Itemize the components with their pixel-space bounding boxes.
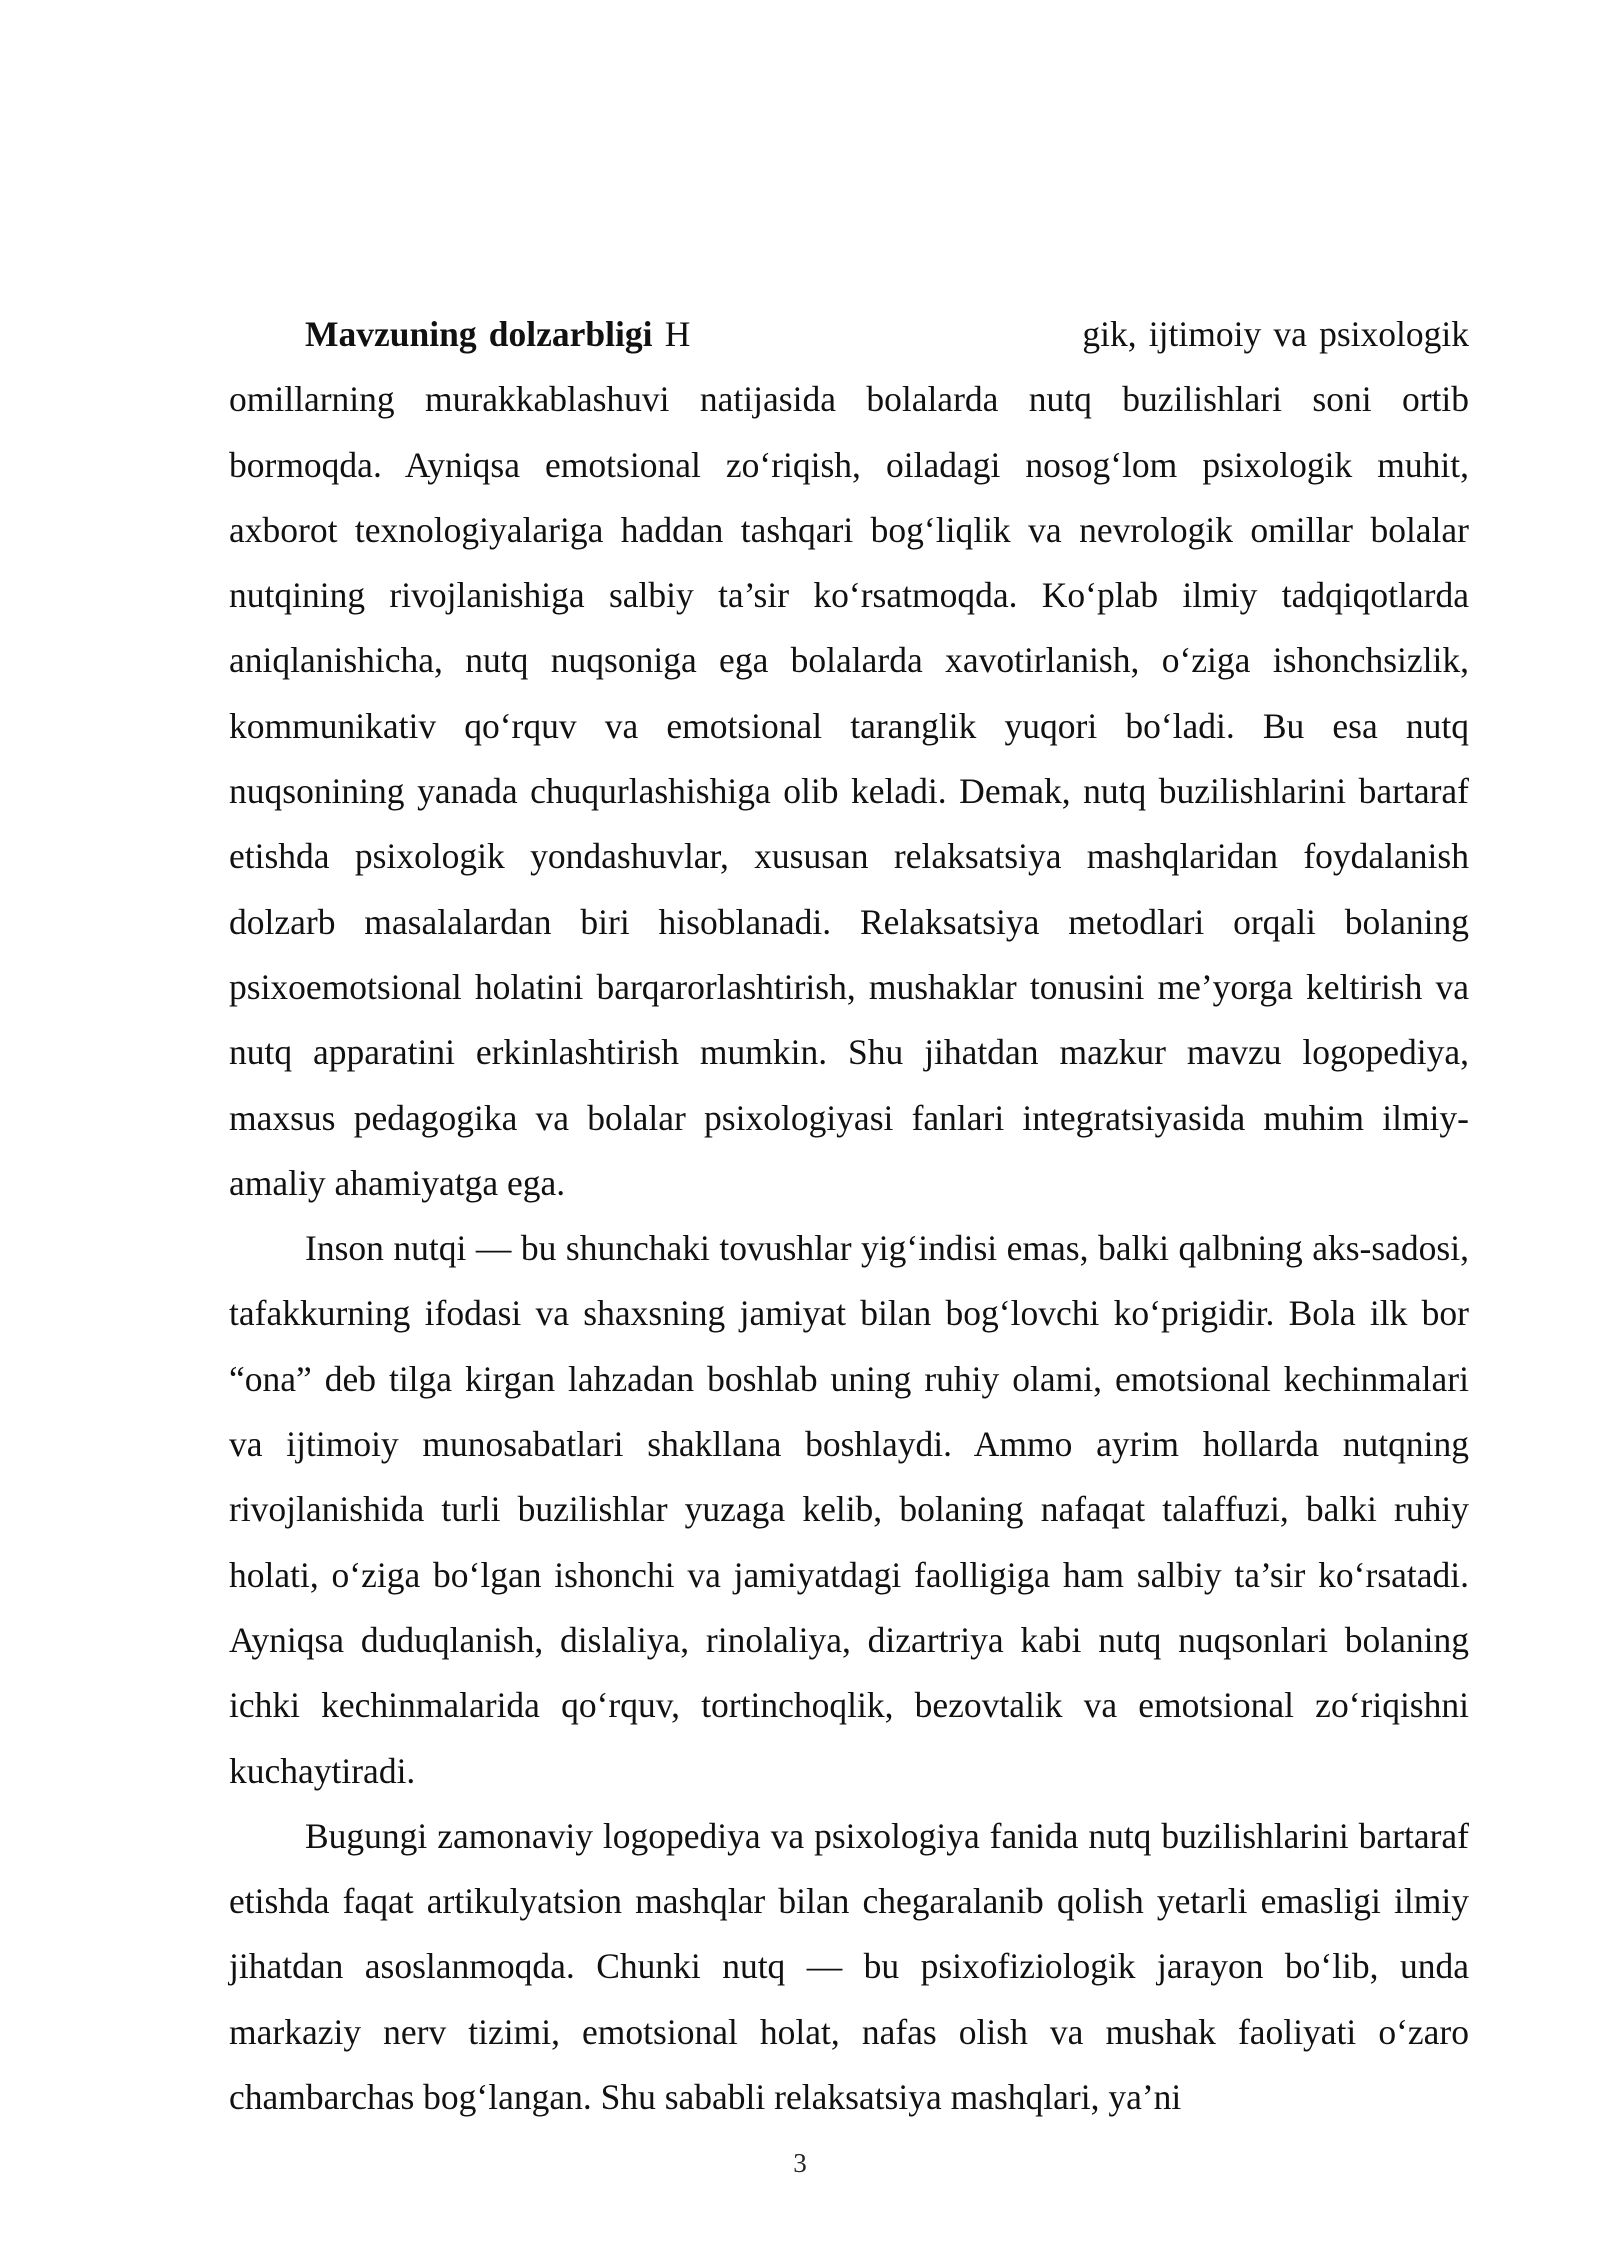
body-text <box>229 302 1469 2130</box>
paragraph-modern-logopedics: Bugungi zamonaviy logopediya va psixologiya fanida nutq buzilishlarini bartaraf etishda faqat artikulyatsion mashqlar bilan chegaralanib qolish yetarli emasligi ilmiy jihatdan asoslanmoqda. Chunki nutq — bu psixofiziologik jarayon bo‘lib, unda markaziy nerv tizimi, emotsional holat, nafas olish va mushak faoliyati o‘zaro chambarchas bog‘langan. Shu sababli relaksatsiya mashqlari, ya’ni <box>229 1815 1469 2118</box>
paragraph-human-speech: Inson nutqi — bu shunchaki tovushlar yig‘indisi emas, balki qalbning aks-sadosi, tafakkurning ifodasi va shaxsning jamiyat bilan bog‘lovchi ko‘prigidir. Bola ilk bor “ona” deb tilga kirgan lahzadan boshlab uning ruhiy olami, emotsional kechinmalari va ijtimoiy munosabatlari shakllana boshlaydi. Ammo ayrim hollarda nutqning rivojlanishida turli buzilishlar yuzaga kelib, bolaning nafaqat talaffuzi, balki ruhiy holati, o‘ziga bo‘lgan ishonchi va jamiyatdagi faolligiga ham salbiy ta’sir ko‘rsatadi. Ayniqsa duduqlanish, dislaliya, rinolaliya, dizartriya kabi nutq nuqsonlari bolaning ichki kechinmalarida qo‘rquv, tortinchoqlik, bezovtalik va emotsional zo‘riqishni kuchaytiradi. <box>229 1228 1469 1791</box>
section-lead-heading: Mavzuning dolzarbligi <box>305 314 653 354</box>
cut-word-end: gik, <box>1082 314 1137 354</box>
redacted-gap <box>690 318 1082 358</box>
paragraph-relevance <box>229 302 1469 1216</box>
paragraph-relevance-text: ijtimoiy va psixologik omillarning murakkablashuvi natijasida bolalarda nutq buzilishlari soni ortib bormoqda. Ayniqsa emotsional zo‘riqish, oiladagi nosog‘lom psixologik muhit, axborot texnologiyalariga haddan tashqari bog‘liqlik va nevrologik omillar bolalar nutqining rivojlanishiga salbiy ta’sir ko‘rsatmoqda. Ko‘plab ilmiy tadqiqotlarda aniqlanishicha, nutq nuqsoniga ega bolalarda xavotirlanish, o‘ziga ishonchsizlik, kommunikativ qo‘rquv va emotsional taranglik yuqori bo‘ladi. Bu esa nutq nuqsonining yanada chuqurlashishiga olib keladi. Demak, nutq buzilishlarini bartaraf etishda psixologik yondashuvlar, xususan relaksatsiya mashqlaridan foydalanish dolzarb masalalardan biri hisoblanadi. Relaksatsiya metodlari orqali bolaning psixoemotsional holatini barqarorlashtirish, mushaklar tonusini me’yorga keltirish va nutq apparatini erkinlashtirish mumkin. Shu jihatdan mazkur mavzu logopediya, maxsus pedagogika va bolalar psixologiyasi fanlari integratsiyasida muhim ilmiy-amaliy ahamiyatga ega. <box>229 314 1470 1203</box>
page-number: 3 <box>793 2148 807 2178</box>
cut-word-start: H <box>664 314 691 354</box>
